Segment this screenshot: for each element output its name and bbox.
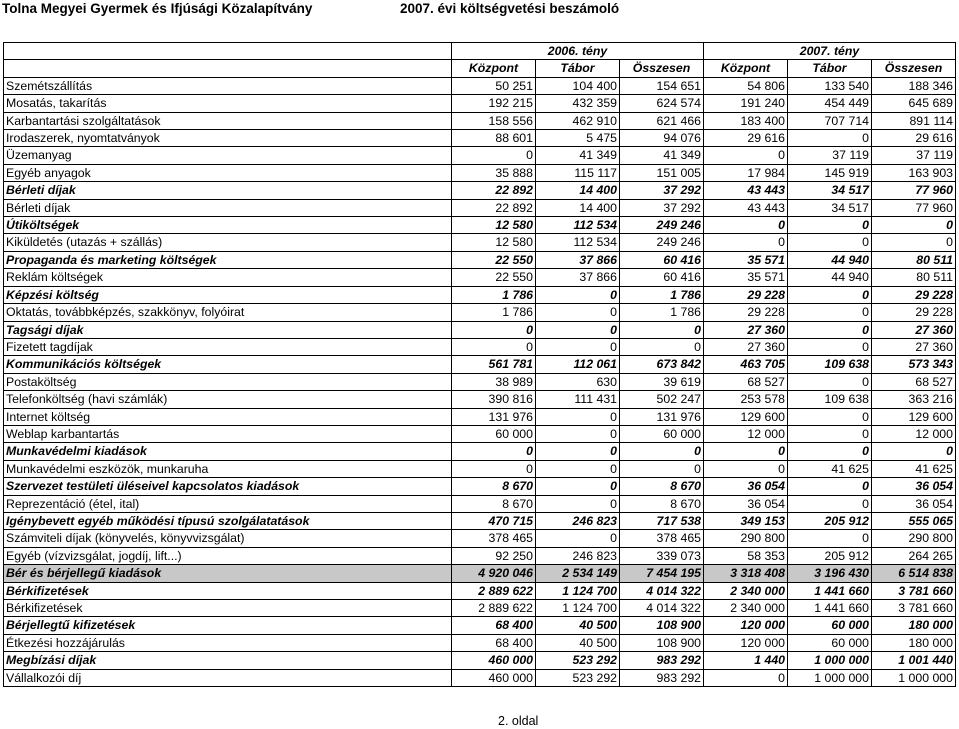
- row-label: Munkavédelmi eszközök, munkaruha: [4, 460, 452, 477]
- col-header-tabor-2007: Tábor: [788, 60, 872, 77]
- row-label: Útiköltségek: [4, 217, 452, 234]
- cell-osszesen-2006: 37 292: [620, 199, 704, 216]
- cell-kozpont-2006: 0: [452, 321, 536, 338]
- cell-osszesen-2006: 60 000: [620, 425, 704, 442]
- cell-osszesen-2006: 7 454 195: [620, 565, 704, 582]
- cell-tabor-2007: 34 517: [788, 182, 872, 199]
- cell-tabor-2007: 1 000 000: [788, 669, 872, 686]
- cell-kozpont-2006: 470 715: [452, 512, 536, 529]
- table-row: [4, 356, 956, 373]
- cell-kozpont-2007: 35 571: [704, 251, 788, 268]
- cell-tabor-2007: 41 625: [788, 460, 872, 477]
- cell-kozpont-2006: 50 251: [452, 77, 536, 94]
- cell-osszesen-2006: 37 292: [620, 182, 704, 199]
- col-header-osszesen-2006: Összesen: [620, 60, 704, 77]
- cell-tabor-2007: 454 449: [788, 95, 872, 112]
- cell-osszesen-2007: 180 000: [872, 634, 956, 651]
- table-row: [4, 338, 956, 355]
- row-label: Kommunikációs költségek: [4, 356, 452, 373]
- cell-tabor-2007: 133 540: [788, 77, 872, 94]
- cell-osszesen-2007: 1 000 000: [872, 669, 956, 686]
- cell-kozpont-2007: 43 443: [704, 199, 788, 216]
- cell-osszesen-2006: 108 900: [620, 617, 704, 634]
- cell-osszesen-2006: 8 670: [620, 495, 704, 512]
- row-label: Vállalkozói díj: [4, 669, 452, 686]
- cell-tabor-2006: 0: [536, 304, 620, 321]
- col-header-kozpont-2007: Központ: [704, 60, 788, 77]
- cell-kozpont-2006: 92 250: [452, 547, 536, 564]
- cell-tabor-2006: 112 534: [536, 217, 620, 234]
- table-row: [4, 478, 956, 495]
- cell-osszesen-2006: 673 842: [620, 356, 704, 373]
- cell-kozpont-2006: 38 989: [452, 373, 536, 390]
- cell-kozpont-2006: 0: [452, 443, 536, 460]
- cell-osszesen-2007: 3 781 660: [872, 600, 956, 617]
- cell-kozpont-2007: 27 360: [704, 321, 788, 338]
- cell-osszesen-2006: 621 466: [620, 112, 704, 129]
- cell-kozpont-2007: 290 800: [704, 530, 788, 547]
- table-row: [4, 95, 956, 112]
- cell-kozpont-2007: 0: [704, 460, 788, 477]
- cell-osszesen-2007: 80 511: [872, 251, 956, 268]
- cell-osszesen-2007: 645 689: [872, 95, 956, 112]
- cell-kozpont-2006: 68 400: [452, 617, 536, 634]
- cell-osszesen-2006: 4 014 322: [620, 600, 704, 617]
- cell-tabor-2006: 37 866: [536, 269, 620, 286]
- cell-osszesen-2007: 80 511: [872, 269, 956, 286]
- cell-osszesen-2006: 717 538: [620, 512, 704, 529]
- table-row: [4, 321, 956, 338]
- cell-kozpont-2006: 22 892: [452, 182, 536, 199]
- row-label: Megbízási díjak: [4, 652, 452, 669]
- row-label: Reprezentáció (étel, ital): [4, 495, 452, 512]
- cell-tabor-2006: 111 431: [536, 391, 620, 408]
- cell-tabor-2006: 1 124 700: [536, 582, 620, 599]
- cell-tabor-2007: 37 119: [788, 147, 872, 164]
- cell-kozpont-2007: 29 616: [704, 130, 788, 147]
- cell-osszesen-2006: 4 014 322: [620, 582, 704, 599]
- cell-osszesen-2007: 163 903: [872, 164, 956, 181]
- row-label: Egyéb (vízvizsgálat, jogdíj, lift...): [4, 547, 452, 564]
- row-label: Egyéb anyagok: [4, 164, 452, 181]
- cell-tabor-2007: 0: [788, 234, 872, 251]
- report-title: 2007. évi költségvetési beszámoló: [400, 1, 620, 16]
- cell-tabor-2007: 0: [788, 321, 872, 338]
- col-header-osszesen-2007: Összesen: [872, 60, 956, 77]
- row-label: Bérkifizetések: [4, 582, 452, 599]
- cell-kozpont-2007: 3 318 408: [704, 565, 788, 582]
- table-row: [4, 373, 956, 390]
- cell-tabor-2007: 0: [788, 408, 872, 425]
- cell-osszesen-2006: 60 416: [620, 269, 704, 286]
- cell-tabor-2007: 0: [788, 425, 872, 442]
- row-label: Telefonköltség (havi számlák): [4, 391, 452, 408]
- table-row: [4, 530, 956, 547]
- row-label: Tagsági díjak: [4, 321, 452, 338]
- table-row: [4, 582, 956, 599]
- cell-tabor-2006: 2 534 149: [536, 565, 620, 582]
- cell-kozpont-2007: 0: [704, 217, 788, 234]
- cell-tabor-2006: 40 500: [536, 617, 620, 634]
- cell-tabor-2006: 37 866: [536, 251, 620, 268]
- cell-tabor-2006: 0: [536, 443, 620, 460]
- table-row: [4, 669, 956, 686]
- cell-osszesen-2006: 60 416: [620, 251, 704, 268]
- row-label: Munkavédelmi kiadások: [4, 443, 452, 460]
- cell-osszesen-2006: 0: [620, 443, 704, 460]
- cell-tabor-2007: 0: [788, 130, 872, 147]
- table-row: [4, 460, 956, 477]
- cell-tabor-2007: 0: [788, 286, 872, 303]
- cell-kozpont-2007: 58 353: [704, 547, 788, 564]
- cell-kozpont-2007: 129 600: [704, 408, 788, 425]
- row-label: Mosatás, takarítás: [4, 95, 452, 112]
- cell-osszesen-2006: 249 246: [620, 234, 704, 251]
- cell-kozpont-2006: 158 556: [452, 112, 536, 129]
- cell-osszesen-2007: 891 114: [872, 112, 956, 129]
- cell-osszesen-2007: 6 514 838: [872, 565, 956, 582]
- cell-tabor-2007: 1 441 660: [788, 582, 872, 599]
- table-row: [4, 234, 956, 251]
- row-label: Postaköltség: [4, 373, 452, 390]
- cell-tabor-2006: 0: [536, 460, 620, 477]
- table-row: [4, 391, 956, 408]
- cell-osszesen-2006: 0: [620, 460, 704, 477]
- cell-osszesen-2007: 12 000: [872, 425, 956, 442]
- cell-tabor-2006: 0: [536, 478, 620, 495]
- cell-tabor-2006: 0: [536, 495, 620, 512]
- row-label: Bérleti díjak: [4, 199, 452, 216]
- cell-tabor-2006: 0: [536, 425, 620, 442]
- cell-kozpont-2007: 183 400: [704, 112, 788, 129]
- cell-tabor-2007: 34 517: [788, 199, 872, 216]
- cell-osszesen-2007: 36 054: [872, 478, 956, 495]
- cell-kozpont-2007: 0: [704, 443, 788, 460]
- cell-osszesen-2007: 77 960: [872, 182, 956, 199]
- column-header-row: [4, 60, 956, 77]
- row-label: Szervezet testületi üléseivel kapcsolatos kiadások: [4, 478, 452, 495]
- table-row: [4, 443, 956, 460]
- cell-tabor-2007: 0: [788, 373, 872, 390]
- cell-osszesen-2007: 290 800: [872, 530, 956, 547]
- table-row: [4, 495, 956, 512]
- cell-kozpont-2007: 36 054: [704, 478, 788, 495]
- table-row: [4, 112, 956, 129]
- cell-kozpont-2006: 1 786: [452, 304, 536, 321]
- table-row: [4, 600, 956, 617]
- cell-osszesen-2006: 8 670: [620, 478, 704, 495]
- cell-kozpont-2007: 120 000: [704, 634, 788, 651]
- cell-kozpont-2006: 460 000: [452, 652, 536, 669]
- cell-kozpont-2007: 1 440: [704, 652, 788, 669]
- cell-osszesen-2007: 41 625: [872, 460, 956, 477]
- cell-tabor-2006: 246 823: [536, 547, 620, 564]
- cell-kozpont-2007: 27 360: [704, 338, 788, 355]
- cell-osszesen-2006: 41 349: [620, 147, 704, 164]
- cell-osszesen-2007: 37 119: [872, 147, 956, 164]
- col-header-kozpont-2006: Központ: [452, 60, 536, 77]
- cell-tabor-2007: 60 000: [788, 617, 872, 634]
- cell-tabor-2006: 462 910: [536, 112, 620, 129]
- cell-osszesen-2006: 339 073: [620, 547, 704, 564]
- cell-tabor-2007: 0: [788, 217, 872, 234]
- cell-osszesen-2006: 1 786: [620, 304, 704, 321]
- row-label: Propaganda és marketing költségek: [4, 251, 452, 268]
- table-row: [4, 652, 956, 669]
- cell-osszesen-2007: 188 346: [872, 77, 956, 94]
- table-row: [4, 199, 956, 216]
- cell-kozpont-2007: 54 806: [704, 77, 788, 94]
- cell-kozpont-2007: 29 228: [704, 286, 788, 303]
- table-row: [4, 182, 956, 199]
- cell-tabor-2007: 44 940: [788, 269, 872, 286]
- cell-tabor-2006: 104 400: [536, 77, 620, 94]
- cell-osszesen-2007: 129 600: [872, 408, 956, 425]
- row-label: Internet költség: [4, 408, 452, 425]
- cell-kozpont-2007: 36 054: [704, 495, 788, 512]
- cell-kozpont-2007: 12 000: [704, 425, 788, 442]
- cell-tabor-2006: 0: [536, 530, 620, 547]
- table-row: [4, 164, 956, 181]
- table-row: [4, 425, 956, 442]
- cell-osszesen-2007: 77 960: [872, 199, 956, 216]
- row-label: Reklám költségek: [4, 269, 452, 286]
- cell-tabor-2007: 1 441 660: [788, 600, 872, 617]
- cell-kozpont-2006: 22 892: [452, 199, 536, 216]
- table-row: [4, 512, 956, 529]
- cell-osszesen-2006: 502 247: [620, 391, 704, 408]
- cell-kozpont-2006: 35 888: [452, 164, 536, 181]
- cell-osszesen-2007: 0: [872, 234, 956, 251]
- cell-tabor-2006: 0: [536, 408, 620, 425]
- cell-tabor-2006: 5 475: [536, 130, 620, 147]
- cell-tabor-2006: 523 292: [536, 652, 620, 669]
- cell-kozpont-2006: 0: [452, 147, 536, 164]
- cell-tabor-2007: 707 714: [788, 112, 872, 129]
- cell-kozpont-2007: 463 705: [704, 356, 788, 373]
- cell-osszesen-2007: 1 001 440: [872, 652, 956, 669]
- cell-tabor-2007: 205 912: [788, 512, 872, 529]
- row-label: Oktatás, továbbképzés, szakkönyv, folyóirat: [4, 304, 452, 321]
- cell-osszesen-2007: 363 216: [872, 391, 956, 408]
- cell-kozpont-2007: 349 153: [704, 512, 788, 529]
- cell-tabor-2007: 44 940: [788, 251, 872, 268]
- cell-osszesen-2007: 27 360: [872, 321, 956, 338]
- cell-kozpont-2006: 131 976: [452, 408, 536, 425]
- cell-osszesen-2006: 151 005: [620, 164, 704, 181]
- cell-osszesen-2007: 29 616: [872, 130, 956, 147]
- table-row: [4, 130, 956, 147]
- cell-tabor-2007: 0: [788, 304, 872, 321]
- cell-osszesen-2006: 0: [620, 338, 704, 355]
- table-row: [4, 147, 956, 164]
- cell-kozpont-2006: 22 550: [452, 269, 536, 286]
- cell-kozpont-2006: 460 000: [452, 669, 536, 686]
- cell-kozpont-2007: 253 578: [704, 391, 788, 408]
- row-label: Kiküldetés (utazás + szállás): [4, 234, 452, 251]
- cell-osszesen-2007: 29 228: [872, 286, 956, 303]
- row-label: Üzemanyag: [4, 147, 452, 164]
- table-row: [4, 408, 956, 425]
- cell-tabor-2006: 0: [536, 321, 620, 338]
- header-blank-cell: [4, 43, 452, 60]
- row-label: Irodaszerek, nyomtatványok: [4, 130, 452, 147]
- cell-tabor-2006: 112 061: [536, 356, 620, 373]
- row-label: Fizetett tagdíjak: [4, 338, 452, 355]
- cell-osszesen-2007: 68 527: [872, 373, 956, 390]
- cell-osszesen-2007: 36 054: [872, 495, 956, 512]
- row-label: Képzési költség: [4, 286, 452, 303]
- year-header-2006: 2006. tény: [452, 43, 704, 60]
- cell-osszesen-2006: 131 976: [620, 408, 704, 425]
- table-row: [4, 77, 956, 94]
- row-label: Számviteli díjak (könyvelés, könyvvizsgálat): [4, 530, 452, 547]
- cell-tabor-2007: 0: [788, 478, 872, 495]
- cell-tabor-2006: 115 117: [536, 164, 620, 181]
- cell-kozpont-2007: 0: [704, 234, 788, 251]
- row-label: Bérjellegtű kifizetések: [4, 617, 452, 634]
- table-row: [4, 286, 956, 303]
- cell-tabor-2006: 630: [536, 373, 620, 390]
- cell-kozpont-2006: 60 000: [452, 425, 536, 442]
- cell-tabor-2006: 112 534: [536, 234, 620, 251]
- cell-kozpont-2007: 29 228: [704, 304, 788, 321]
- row-label: Karbantartási szolgáltatások: [4, 112, 452, 129]
- cell-kozpont-2006: 8 670: [452, 495, 536, 512]
- organization-name: Tolna Megyei Gyermek és Ifjúsági Közalapítvány: [2, 1, 313, 16]
- cell-tabor-2006: 0: [536, 338, 620, 355]
- table-row: [4, 269, 956, 286]
- cell-osszesen-2007: 180 000: [872, 617, 956, 634]
- cell-kozpont-2006: 378 465: [452, 530, 536, 547]
- cell-osszesen-2007: 0: [872, 443, 956, 460]
- cell-osszesen-2007: 3 781 660: [872, 582, 956, 599]
- cell-kozpont-2006: 4 920 046: [452, 565, 536, 582]
- cell-kozpont-2006: 2 889 622: [452, 582, 536, 599]
- cell-kozpont-2006: 0: [452, 338, 536, 355]
- row-label: Bérleti díjak: [4, 182, 452, 199]
- row-label: Weblap karbantartás: [4, 425, 452, 442]
- cell-tabor-2007: 1 000 000: [788, 652, 872, 669]
- table-row: [4, 617, 956, 634]
- cell-kozpont-2006: 2 889 622: [452, 600, 536, 617]
- cell-kozpont-2007: 17 984: [704, 164, 788, 181]
- cell-kozpont-2006: 22 550: [452, 251, 536, 268]
- cell-kozpont-2007: 120 000: [704, 617, 788, 634]
- year-header-row: [4, 43, 956, 60]
- cell-kozpont-2006: 68 400: [452, 634, 536, 651]
- cell-osszesen-2007: 29 228: [872, 304, 956, 321]
- cell-kozpont-2006: 1 786: [452, 286, 536, 303]
- cell-kozpont-2007: 2 340 000: [704, 582, 788, 599]
- cell-osszesen-2006: 249 246: [620, 217, 704, 234]
- cell-tabor-2006: 14 400: [536, 199, 620, 216]
- cell-tabor-2007: 0: [788, 495, 872, 512]
- cell-kozpont-2007: 0: [704, 147, 788, 164]
- cell-kozpont-2007: 191 240: [704, 95, 788, 112]
- table-row: [4, 565, 956, 582]
- cell-tabor-2007: 205 912: [788, 547, 872, 564]
- cell-tabor-2006: 246 823: [536, 512, 620, 529]
- cell-tabor-2007: 109 638: [788, 356, 872, 373]
- cell-tabor-2007: 0: [788, 338, 872, 355]
- cell-tabor-2007: 3 196 430: [788, 565, 872, 582]
- cell-osszesen-2006: 983 292: [620, 669, 704, 686]
- cell-osszesen-2006: 983 292: [620, 652, 704, 669]
- year-header-2007: 2007. tény: [704, 43, 956, 60]
- cell-tabor-2007: 0: [788, 443, 872, 460]
- cell-osszesen-2006: 1 786: [620, 286, 704, 303]
- cell-osszesen-2006: 108 900: [620, 634, 704, 651]
- row-label: Bérkifizetések: [4, 600, 452, 617]
- page-number: 2. oldal: [498, 714, 539, 728]
- cell-tabor-2006: 432 359: [536, 95, 620, 112]
- cell-kozpont-2006: 12 580: [452, 217, 536, 234]
- row-label: Igénybevett egyéb működési típusú szolgálatatások: [4, 512, 452, 529]
- cell-osszesen-2007: 0: [872, 217, 956, 234]
- cell-osszesen-2006: 378 465: [620, 530, 704, 547]
- row-label: Szemétszállítás: [4, 77, 452, 94]
- cell-tabor-2006: 523 292: [536, 669, 620, 686]
- cell-osszesen-2007: 555 065: [872, 512, 956, 529]
- cell-kozpont-2006: 88 601: [452, 130, 536, 147]
- row-label: Bér és bérjellegű kiadások: [4, 565, 452, 582]
- cell-tabor-2006: 40 500: [536, 634, 620, 651]
- cell-kozpont-2007: 2 340 000: [704, 600, 788, 617]
- col-header-tabor-2006: Tábor: [536, 60, 620, 77]
- cell-tabor-2007: 145 919: [788, 164, 872, 181]
- cell-osszesen-2007: 27 360: [872, 338, 956, 355]
- cell-tabor-2006: 1 124 700: [536, 600, 620, 617]
- cell-tabor-2006: 14 400: [536, 182, 620, 199]
- budget-table: [3, 42, 956, 687]
- cell-osszesen-2006: 0: [620, 321, 704, 338]
- table-row: [4, 251, 956, 268]
- cell-kozpont-2006: 390 816: [452, 391, 536, 408]
- cell-tabor-2007: 60 000: [788, 634, 872, 651]
- cell-tabor-2006: 0: [536, 286, 620, 303]
- cell-kozpont-2007: 35 571: [704, 269, 788, 286]
- cell-kozpont-2006: 192 215: [452, 95, 536, 112]
- cell-osszesen-2006: 39 619: [620, 373, 704, 390]
- cell-tabor-2006: 41 349: [536, 147, 620, 164]
- cell-osszesen-2007: 264 265: [872, 547, 956, 564]
- cell-kozpont-2006: 8 670: [452, 478, 536, 495]
- row-label: Étkezési hozzájárulás: [4, 634, 452, 651]
- cell-tabor-2007: 109 638: [788, 391, 872, 408]
- cell-osszesen-2006: 624 574: [620, 95, 704, 112]
- table-row: [4, 547, 956, 564]
- cell-kozpont-2007: 68 527: [704, 373, 788, 390]
- cell-osszesen-2007: 573 343: [872, 356, 956, 373]
- cell-osszesen-2006: 154 651: [620, 77, 704, 94]
- header-blank-cell: [4, 60, 452, 77]
- cell-kozpont-2006: 0: [452, 460, 536, 477]
- cell-kozpont-2006: 12 580: [452, 234, 536, 251]
- cell-kozpont-2007: 0: [704, 669, 788, 686]
- cell-osszesen-2006: 94 076: [620, 130, 704, 147]
- table-row: [4, 304, 956, 321]
- table-row: [4, 634, 956, 651]
- cell-tabor-2007: 0: [788, 530, 872, 547]
- table-row: [4, 217, 956, 234]
- cell-kozpont-2006: 561 781: [452, 356, 536, 373]
- cell-kozpont-2007: 43 443: [704, 182, 788, 199]
